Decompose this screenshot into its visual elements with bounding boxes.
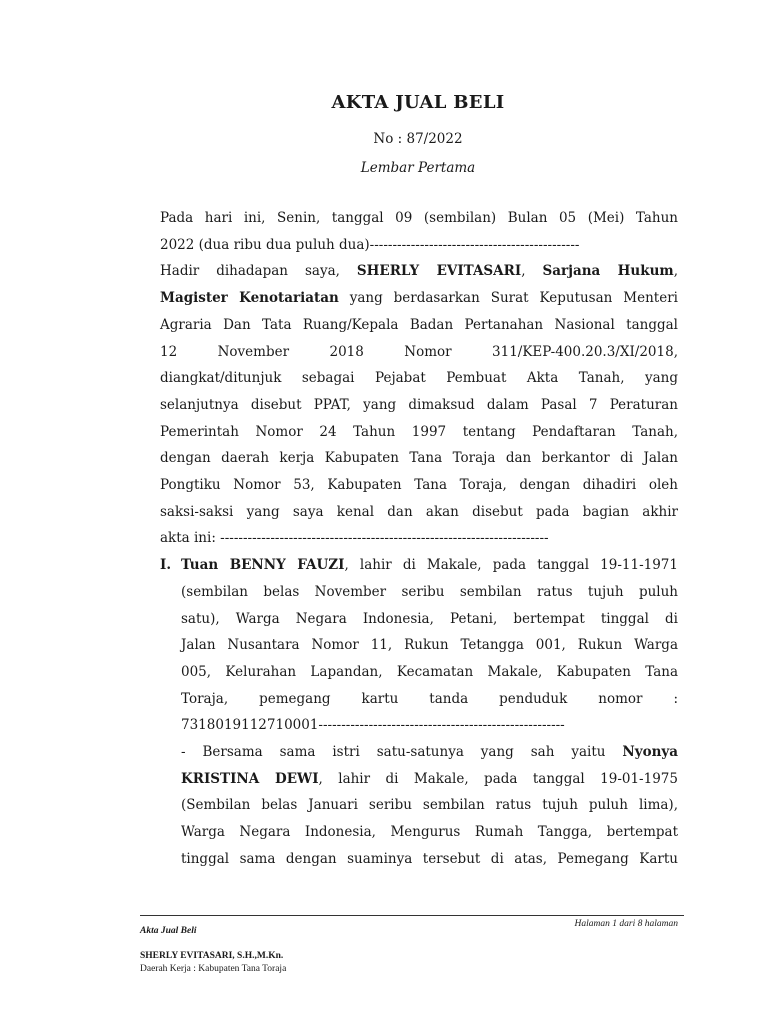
party-section [160,552,678,872]
party-line: Toraja, pemegang kartu tanda penduduk nomor : [181,690,678,707]
footer-page-info: Halaman 1 dari 8 halaman [574,919,678,929]
opening-line: 12 November 2018 Nomor 311/KEP-400.20.3/XI/2018, [160,343,678,360]
party-numeral: I. [160,557,172,574]
footer-doc-title: Akta Jual Beli [140,926,197,936]
deed-body [160,205,678,873]
opening-line: Pemerintah Nomor 24 Tahun 1997 tentang Pendaftaran Tanah, [160,423,678,440]
party-line: Warga Negara Indonesia, Mengurus Rumah Tangga, bertempat [181,824,678,841]
notary-degree: Sarjana Hukum [542,263,674,280]
opening-line: Pada hari ini, Senin, tanggal 09 (sembilan) Bulan 05 (Mei) Tahun [160,210,678,226]
notary-name: SHERLY EVITASARI [356,263,522,280]
deed-number: No : 87/2022 [373,131,463,147]
opening-line: Magister Kenotariatan yang berdasarkan Surat Keputusan Menteri [160,290,678,307]
party-line: 7318019112710001------------------------------------------------------ [181,717,565,734]
notary-degree: Magister Kenotariatan [160,290,339,307]
footer-notary-name: SHERLY EVITASARI, S.H.,M.Kn. [140,951,284,961]
party-name: Tuan BENNY FAUZI [181,557,345,574]
sheet-label: Lembar Pertama [360,160,476,176]
opening-line: akta ini: ------------------------------------------------------------------------ [160,530,549,547]
party-line: satu), Warga Negara Indonesia, Petani, bertempat tinggal di [181,610,678,627]
opening-paragraph [160,205,678,552]
party-line: Jalan Nusantara Nomor 11, Rukun Tetangga 001, Rukun Warga [181,637,678,654]
party-line: tinggal sama dengan suaminya tersebut di atas, Pemegang Kartu [181,850,678,867]
party-line: (Sembilan belas Januari seribu sembilan ratus tujuh puluh lima), [181,797,678,814]
opening-line: selanjutnya disebut PPAT, yang dimaksud dalam Pasal 7 Peraturan [160,396,678,413]
spouse-title: Nyonya [622,744,678,761]
opening-line: saksi-saksi yang saya kenal dan akan disebut pada bagian akhir [160,503,678,520]
party-line: (sembilan belas November seribu sembilan ratus tujuh puluh [181,583,678,600]
opening-line: Agraria Dan Tata Ruang/Kepala Badan Pertanahan Nasional tanggal [160,316,678,333]
deed-title: AKTA JUAL BELI [331,92,505,113]
opening-line: Pongtiku Nomor 53, Kabupaten Tana Toraja, dengan dihadiri oleh [160,477,678,494]
party-line: KRISTINA DEWI, lahir di Makale, pada tanggal 19-01-1975 [181,770,678,787]
opening-line: 2022 (dua ribu dua puluh dua)---------------------------------------------- [160,236,580,253]
party-line: - Bersama sama istri satu-satunya yang sah yaitu Nyonya [181,744,678,761]
opening-line: dengan daerah kerja Kabupaten Tana Toraja dan berkantor di Jalan [160,450,678,467]
footer-work-area: Daerah Kerja : Kabupaten Tana Toraja [140,964,287,974]
party-text [181,552,678,872]
spouse-name: KRISTINA DEWI [181,770,319,787]
opening-line: Hadir dihadapan saya, SHERLY EVITASARI, Sarjana Hukum, [160,263,678,280]
party-line: Tuan BENNY FAUZI, lahir di Makale, pada tanggal 19-11-1971 [181,557,678,574]
opening-line: diangkat/ditunjuk sebagai Pejabat Pembuat Akta Tanah, yang [160,370,678,387]
party-line: 005, Kelurahan Lapandan, Kecamatan Makale, Kabupaten Tana [181,663,678,680]
footer-divider [140,915,684,916]
